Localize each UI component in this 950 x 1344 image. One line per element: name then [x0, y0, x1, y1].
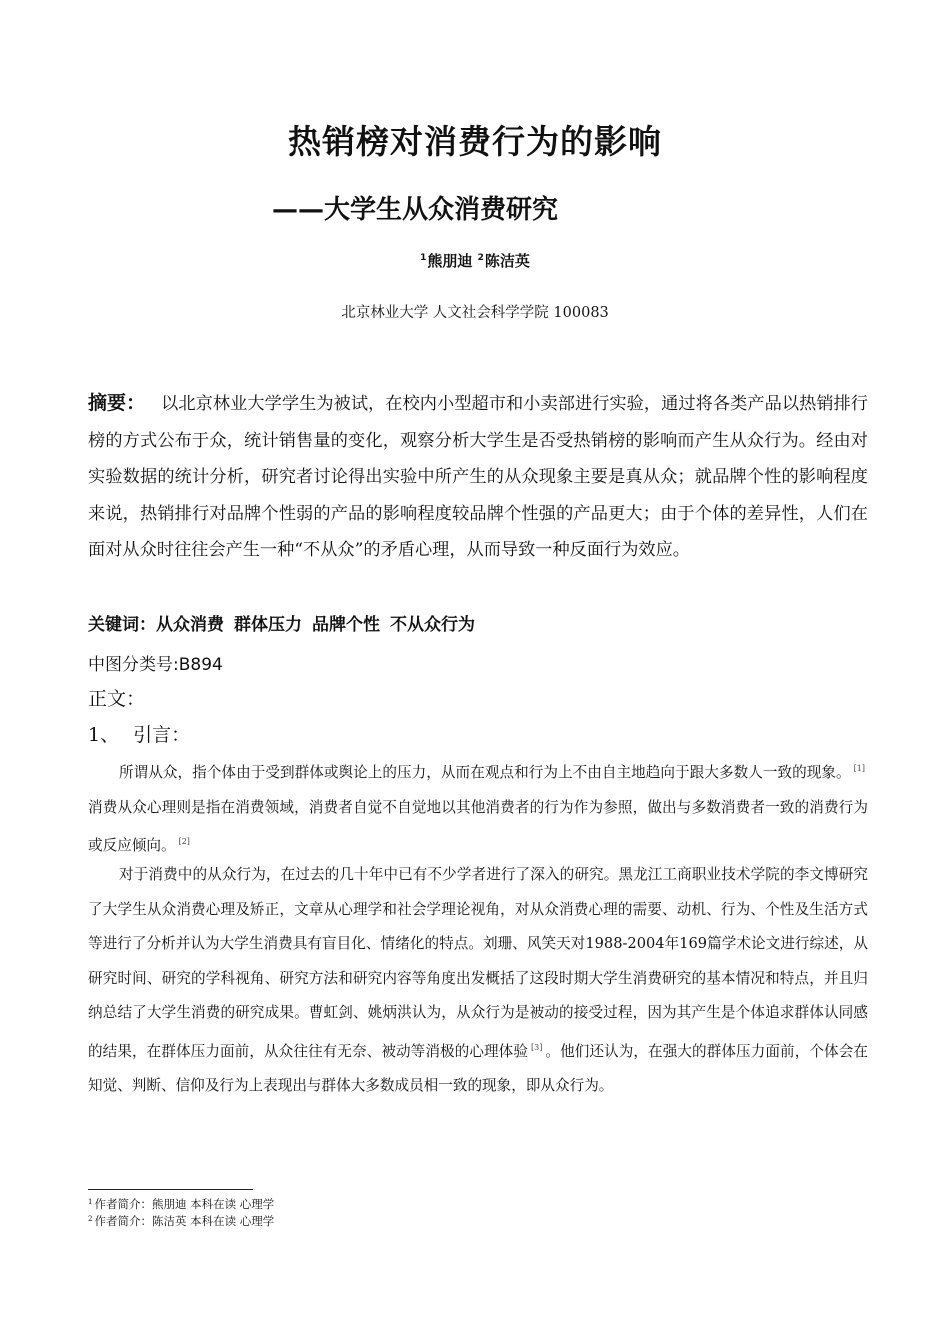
paragraph-text: 消费从众心理则是指在消费领域，消费者自觉不自觉地以其他消费者的行为作为参照，做出与多数消费者一致的消费行为或反应倾向。: [88, 798, 868, 854]
keywords-label: 关键词：: [88, 615, 156, 635]
paragraph-1: [88, 752, 868, 864]
paragraph-text: 对于消费中的从众行为，在过去的几十年中已有不少学者进行了深入的研究。黑龙江工商职业技术学院的李文博研究了大学生从众消费心理及矫正，文章从心理学和社会学理论视角，对从众消费心理的需要、动机、行为、个性及生活方式等进行了分析并认为大学生消费具有盲目化、情绪化的特点。刘珊、风笑天对1988-2004年169篇学术论文进行综述，从研究时间、研究的学科视角、研究方法和研究内容等角度出发概括了这段时期大学生消费研究的基本情况和特点，并且归纳总结了大学生消费的研究成果。曹虹剑、姚炳洪认为，从众行为是被动的接受过程，因为其产生是个体追求群体认同感的结果，在群体压力面前，从众往往有无奈、被动等消极的心理体验: [88, 866, 868, 1060]
affiliation: 北京林业大学 人文社会科学学院 100083: [341, 305, 609, 321]
paragraph-2: [88, 858, 868, 1104]
classification-number: 中图分类号:B894: [88, 655, 223, 675]
keyword: 群体压力: [234, 615, 302, 635]
footnote-divider: [88, 1189, 253, 1190]
keyword: 从众消费: [156, 615, 224, 635]
paragraph-text: 所谓从众，指个体由于受到群体或舆论上的压力，从而在观点和行为上不由自主地趋向于跟大多数人一致的现象。: [119, 764, 851, 781]
section-heading: [88, 720, 190, 747]
paragraph-text: 。他们还认为，在强大的群体压力面前，个体会在知觉、判断、信仰及行为上表现出与群体大多数成员相一致的现象，即从众行为。: [88, 1042, 868, 1094]
abstract: [88, 385, 868, 569]
footnote-text: 作者简介：熊朋迪 本科在读 心理学: [94, 1197, 275, 1211]
footnote-text: 作者简介：陈洁英 本科在读 心理学: [94, 1214, 275, 1228]
body-heading: 正文：: [88, 688, 146, 710]
citation-ref[interactable]: [3]: [530, 1042, 543, 1052]
paper-subtitle: ——大学生从众消费研究: [272, 195, 559, 225]
author-1-marker: 1: [420, 253, 427, 263]
abstract-label: 摘要：: [88, 392, 146, 414]
footnotes: [88, 1195, 274, 1229]
citation-ref[interactable]: [2]: [178, 837, 190, 846]
keyword: 不从众行为: [390, 615, 475, 635]
citation-ref[interactable]: [1]: [853, 764, 865, 773]
section-title: 引言：: [133, 724, 191, 746]
keyword: 品牌个性: [312, 615, 380, 635]
author-1-name: 熊朋迪: [427, 252, 473, 270]
section-number: 1、: [88, 724, 120, 746]
author-2-marker: 2: [477, 253, 484, 263]
keywords-line: [88, 610, 485, 635]
footnote-marker: 2: [88, 1215, 93, 1223]
author-line: [0, 250, 950, 271]
author-2-name: 陈洁英: [484, 252, 530, 270]
footnote: [88, 1212, 274, 1229]
abstract-text: 以北京林业大学学生为被试，在校内小型超市和小卖部进行实验，通过将各类产品以热销排行榜的方式公布于众，统计销售量的变化，观察分析大学生是否受热销榜的影响而产生从众行为。经由对实验数据的统计分析，研究者讨论得出实验中所产生的从众现象主要是真从众；就品牌个性的影响程度来说，热销排行对品牌个性弱的产品的影响程度较品牌个性强的产品更大；由于个体的差异性，人们在面对从众时往往会产生一种“不从众”的矛盾心理，从而导致一种反面行为效应。: [88, 394, 868, 560]
paper-title: 热销榜对消费行为的影响: [288, 122, 662, 161]
footnote: [88, 1195, 274, 1212]
footnote-marker: 1: [88, 1198, 93, 1206]
